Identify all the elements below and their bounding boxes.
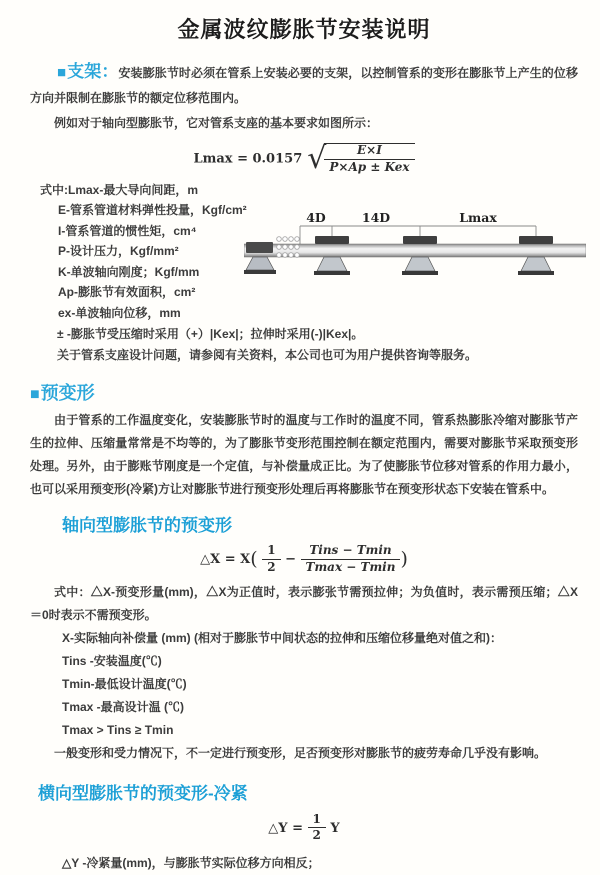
open-paren: ( [250,547,258,570]
definition-line: ex-单波轴向位移，mm [58,305,181,320]
definition-line: Ap-膨胀节有效面积，cm² [58,285,196,300]
definitions-and-diagram [30,180,578,324]
axial-definition-line: Tmin-最低设计温度(℃) [62,676,187,691]
axial-definition-line: Tmax -最高设计温 (℃) [62,699,185,714]
axial-definition-line: Tins -安装温度(℃) [62,653,162,668]
support-intro-text: 安装膨胀节时必须在管系上安装必要的支架，以控制管系的变形在膨胀节上产生的位移方向并限制在膨胀节的额定位移范围内。 [30,66,578,105]
definition-line: I-管系管道的惯性矩，cm⁴ [58,223,197,238]
diagram-label-4d: 4D [306,209,326,225]
predeform-paragraph: 由于管系的工作温度变化，安装膨胀节时的温度与工作时的温度不同，管系热膨胀冷缩对膨胀节产生的拉伸、压缩量常常是不均等的，为了膨胀节变形范围控制在额定范围内，需要对膨胀节采取预变形处理。另外，由于膨账节刚度是一个定值，与补偿量成正比。为了使膨胀节位移对管系的作用力最小，也可以采用预变形(冷紧)方让对膨胀节进行预变形处理后再将膨胀节在预变形状态下安装在管系中。 [30,413,578,497]
frac-den: 2 [267,559,276,574]
dy-prefix: △Y = [268,820,303,836]
support-example-line: 例如对于轴向型膨胀节，它对管系支座的基本要求如图所示： [54,116,379,130]
frac-num: Tins − Tmin [301,544,401,560]
predeform-section-heading [30,379,578,405]
axial-note: 一般变形和受力情况下，不一定进行预变形，足否预变形对膨胀节的疲劳寿命几乎没有影响。 [54,745,547,760]
lmax-formula [30,143,578,175]
definition-line: 式中:Lmax-最大导向间距，m [40,182,199,197]
axial-definition-line: Tmax > Tins ≥ Tmin [62,722,174,737]
consult-note: 关于管系支座设计问题，请参阅有关资料，本公司也可为用户提供咨询等服务。 [57,348,478,363]
minus-sign: − [285,551,297,567]
delta-y-formula [30,813,578,844]
one-half-fraction [262,544,280,575]
support-heading-label: 支架： [67,62,119,81]
radical-sign: √ [307,141,327,177]
lmax-formula-lhs: Lmax = 0.0157 [193,151,303,167]
support-intro-paragraph [30,59,578,111]
diagram-label-lmax: Lmax [459,209,497,225]
predeform-heading-label: 预变形 [40,383,95,404]
page-title: 金属波纹膨胀节安装说明 [177,17,431,42]
dy-suffix: Y [330,820,340,836]
plusminus-note: ± -膨胀节受压缩时采用（+）|Kex|；拉伸时采用(-)|Kex|。 [57,327,364,342]
blue-square-icon: ■ [30,386,40,404]
frac-num: 1 [262,544,280,560]
frac-num: 1 [308,813,326,829]
blue-square-icon: ■ [57,64,67,81]
lmax-fraction-denominator: P×Ap ± Kex [329,159,410,174]
definition-line: E-管系管道材料弹性投量，Kgf/cm² [58,203,247,218]
temperature-fraction [301,544,401,575]
axial-subsection-heading: 轴向型膨胀节的预变形 [62,516,232,536]
one-half-fraction [308,813,326,844]
delta-x-formula [30,544,578,575]
lmax-fraction-numerator: E×I [324,144,414,160]
definition-line: K-单波轴向刚度；Kgf/mm [58,264,200,279]
close-paren: ) [400,547,408,570]
lmax-fraction [324,144,414,175]
frac-den: 2 [312,828,321,843]
radicand [324,143,414,175]
lateral-note: △Y -冷紧量(mm)，与膨胀节实际位移方向相反； [62,856,320,871]
support-section-heading [57,62,118,81]
dx-explain-paragraph: 式中：△X-预变形量(mm)，△X为正值时，表示膨张节需预拉伸；为负值时，表示需预压缩；△X＝0时表示不需预变形。 [30,584,578,622]
definition-line: P-设计压力，Kgf/mm² [58,244,179,259]
anchor-support [244,242,276,274]
axial-definition-list [62,627,578,742]
frac-den: Tmax − Tmin [305,559,396,574]
diagram-label-14d: 14D [361,209,391,225]
dx-prefix: △X = X [200,551,251,567]
pipe-support-diagram [244,210,586,282]
lateral-subsection-heading: 横向型膨胀节的预变形-冷紧 [38,783,248,803]
axial-definition-line: X-实际轴向补偿量 (mm) (相对于膨胀节中间状态的拉伸和压缩位移量绝对值之和)： [62,630,502,645]
